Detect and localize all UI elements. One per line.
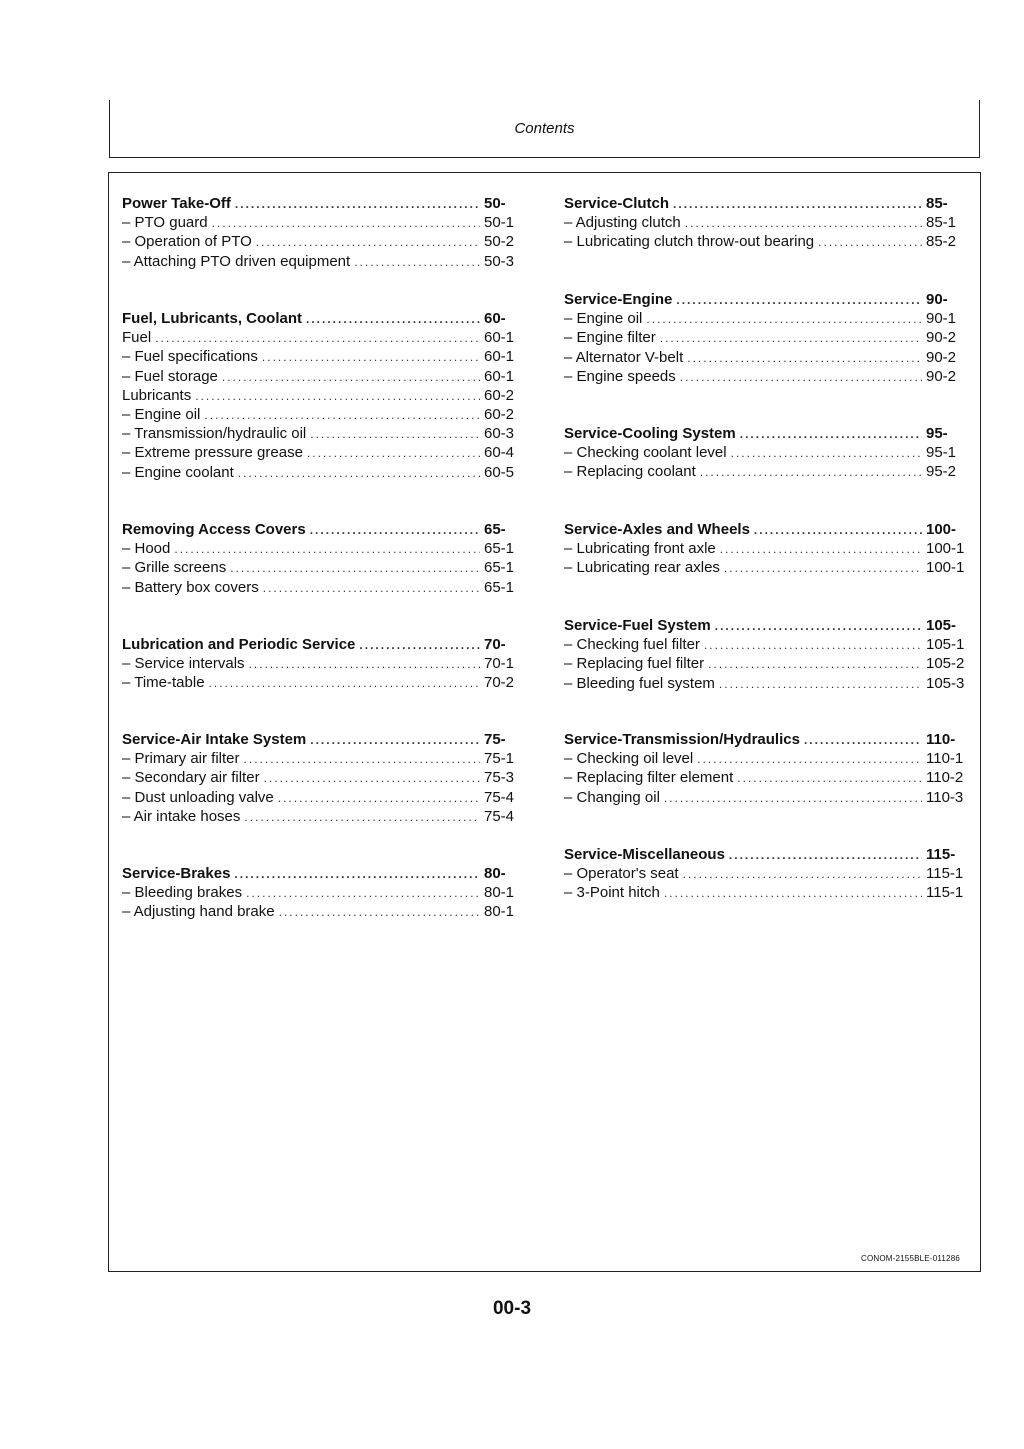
toc-section-heading[interactable] [564, 616, 972, 635]
entry-label: – Transmission/hydraulic oil [122, 425, 307, 443]
dot-leader [249, 655, 480, 674]
entry-page: 85-1 [926, 214, 957, 232]
dot-leader [354, 253, 480, 272]
dot-leader [234, 865, 480, 884]
entry-page: 90-2 [926, 348, 957, 366]
toc-section-heading[interactable] [122, 309, 530, 328]
entry-label: – Operator's seat [564, 865, 679, 883]
dot-leader [818, 233, 922, 252]
entry-page: 60-3 [484, 425, 515, 443]
toc-entry[interactable] [122, 367, 530, 386]
dot-leader [230, 559, 480, 578]
dot-leader [697, 750, 922, 769]
toc-section-heading[interactable] [122, 520, 530, 539]
entry-label: – Adjusting hand brake [122, 903, 275, 921]
dot-leader [174, 540, 480, 559]
entry-page: 110-2 [926, 769, 964, 787]
entry-label: – Adjusting clutch [564, 214, 681, 232]
section-title: Service-Cooling System [564, 425, 736, 442]
dot-leader [715, 617, 922, 636]
dot-leader [646, 310, 922, 329]
dot-leader [244, 808, 480, 827]
toc-entry[interactable] [122, 558, 530, 577]
toc-entry[interactable] [564, 309, 972, 328]
dot-leader [685, 214, 922, 233]
entry-page: 100-1 [926, 540, 965, 558]
entry-page: 105-2 [926, 655, 965, 673]
entry-label: – Bleeding brakes [122, 884, 243, 902]
dot-leader [359, 636, 480, 655]
entry-page: 90-1 [926, 310, 957, 328]
dot-leader [729, 846, 922, 865]
entry-page: 100-1 [926, 559, 965, 577]
entry-page: 75-1 [484, 750, 515, 768]
entry-label: – Fuel storage [122, 367, 218, 385]
dot-leader [754, 521, 922, 540]
toc-section [564, 520, 972, 578]
dot-leader [306, 310, 480, 329]
toc-entry[interactable] [122, 768, 530, 787]
toc-section-heading[interactable] [122, 864, 530, 883]
dot-leader [310, 521, 480, 540]
page-title: Contents [514, 120, 575, 137]
section-page: 75- [484, 731, 506, 748]
entry-label: – Checking oil level [564, 750, 694, 768]
toc-section [564, 730, 972, 807]
entry-page: 50-1 [484, 214, 515, 232]
toc-entry[interactable] [564, 749, 972, 768]
dot-leader [737, 769, 922, 788]
toc-entry[interactable] [564, 462, 972, 481]
toc-entry[interactable] [564, 367, 972, 386]
dot-leader [155, 329, 480, 348]
dot-leader [279, 903, 480, 922]
entry-label: – Engine coolant [122, 463, 234, 481]
toc-entry[interactable] [122, 252, 530, 271]
toc-section [122, 194, 530, 271]
section-title: Power Take-Off [122, 195, 231, 212]
dot-leader [263, 579, 480, 598]
entry-page: 110-1 [926, 750, 964, 768]
dot-leader [683, 865, 922, 884]
entry-page: 50-3 [484, 252, 515, 270]
dot-leader [804, 731, 922, 750]
section-title: Service-Clutch [564, 195, 670, 212]
toc-section-heading[interactable] [564, 290, 972, 309]
dot-leader [256, 233, 480, 252]
entry-label: – Replacing filter element [564, 769, 734, 787]
entry-page: 65-1 [484, 559, 515, 577]
toc-entry[interactable] [122, 232, 530, 251]
entry-label: – Air intake hoses [122, 807, 241, 825]
section-page: 95- [926, 425, 948, 442]
dot-leader [307, 444, 480, 463]
toc-entry[interactable] [122, 807, 530, 826]
entry-page: 110-3 [926, 788, 964, 806]
dot-leader [246, 884, 480, 903]
section-page: 105- [926, 617, 957, 634]
entry-label: – Checking fuel filter [564, 636, 700, 654]
entry-label: – Extreme pressure grease [122, 444, 303, 462]
entry-label: – Attaching PTO driven equipment [122, 252, 351, 270]
toc-entry[interactable] [564, 864, 972, 883]
toc-section [122, 864, 530, 922]
entry-page: 85-2 [926, 233, 957, 251]
toc-section-heading[interactable] [564, 520, 972, 539]
dot-leader [244, 750, 480, 769]
toc-entry[interactable] [564, 788, 972, 807]
toc-section-heading[interactable] [122, 635, 530, 654]
toc-entry[interactable] [122, 654, 530, 673]
entry-page: 60-2 [484, 405, 515, 423]
toc-section-heading[interactable] [122, 730, 530, 749]
toc-section [564, 424, 972, 482]
section-page: 70- [484, 636, 506, 653]
dot-leader [676, 291, 922, 310]
toc-section-heading[interactable] [564, 194, 972, 213]
toc-section-heading[interactable] [564, 845, 972, 864]
section-title: Service-Miscellaneous [564, 846, 725, 863]
dot-leader [660, 329, 922, 348]
toc-entry[interactable] [564, 558, 972, 577]
toc-section-heading[interactable] [564, 730, 972, 749]
dot-leader [264, 769, 480, 788]
page-number: 00-3 [492, 1298, 532, 1319]
dot-leader [310, 425, 480, 444]
toc-entry[interactable] [564, 328, 972, 347]
entry-page: 75-3 [484, 769, 515, 787]
dot-leader [687, 349, 922, 368]
dot-leader [195, 387, 480, 406]
toc-entry[interactable] [564, 213, 972, 232]
section-page: 85- [926, 195, 948, 212]
toc-entry[interactable] [122, 883, 530, 902]
header-box [109, 100, 980, 158]
toc-entry[interactable] [122, 386, 530, 405]
section-title: Removing Access Covers [122, 521, 306, 538]
toc-entry[interactable] [122, 902, 530, 921]
entry-page: 95-1 [926, 444, 957, 462]
toc-section [122, 309, 530, 482]
entry-page: 70-2 [484, 674, 515, 692]
toc-section [122, 635, 530, 693]
dot-leader [664, 884, 922, 903]
section-page: 60- [484, 310, 506, 327]
section-page: 50- [484, 195, 506, 212]
section-title: Service-Engine [564, 291, 673, 308]
toc-entry[interactable] [564, 443, 972, 462]
toc-entry[interactable] [564, 635, 972, 654]
toc-entry[interactable] [122, 347, 530, 366]
entry-label: – PTO guard [122, 214, 208, 232]
entry-label: – Fuel specifications [122, 348, 258, 366]
dot-leader [235, 195, 480, 214]
dot-leader [720, 540, 922, 559]
toc-section [564, 194, 972, 252]
entry-page: 60-5 [484, 463, 515, 481]
toc-entry[interactable] [122, 578, 530, 597]
section-page: 100- [926, 521, 957, 538]
entry-label: – Operation of PTO [122, 233, 252, 251]
dot-leader [724, 559, 922, 578]
toc-entry[interactable] [564, 674, 972, 693]
entry-page: 90-2 [926, 329, 957, 347]
entry-page: 115-1 [926, 884, 964, 902]
entry-label: – Grille screens [122, 559, 227, 577]
entry-label: – Changing oil [564, 788, 660, 806]
dot-leader [708, 655, 922, 674]
section-title: Fuel, Lubricants, Coolant [122, 310, 303, 327]
dot-leader [209, 674, 480, 693]
entry-label: – Lubricating clutch throw-out bearing [564, 233, 815, 251]
entry-page: 80-1 [484, 903, 515, 921]
entry-label: – Checking coolant level [564, 444, 727, 462]
toc-entry[interactable] [122, 749, 530, 768]
toc-entry[interactable] [564, 768, 972, 787]
entry-label: – Engine oil [564, 310, 643, 328]
entry-label: – Lubricating front axle [564, 540, 716, 558]
dot-leader [740, 425, 922, 444]
dot-leader [262, 348, 480, 367]
toc-entry[interactable] [122, 463, 530, 482]
entry-label: – 3-Point hitch [564, 884, 660, 902]
entry-page: 60-2 [484, 386, 515, 404]
entry-label: – Lubricating rear axles [564, 559, 720, 577]
toc-section [122, 730, 530, 826]
entry-page: 60-4 [484, 444, 515, 462]
entry-page: 60-1 [484, 367, 515, 385]
toc-entry[interactable] [122, 424, 530, 443]
entry-page: 80-1 [484, 884, 515, 902]
section-title: Service-Transmission/Hydraulics [564, 731, 800, 748]
entry-page: 105-1 [926, 636, 965, 654]
dot-leader [278, 789, 480, 808]
entry-page: 95-2 [926, 463, 957, 481]
toc-section-heading[interactable] [122, 194, 530, 213]
section-page: 90- [926, 291, 948, 308]
entry-label: – Bleeding fuel system [564, 674, 715, 692]
toc-section-heading[interactable] [564, 424, 972, 443]
toc-entry[interactable] [122, 328, 530, 347]
entry-label: – Time-table [122, 674, 205, 692]
toc-entry[interactable] [122, 539, 530, 558]
entry-label: – Primary air filter [122, 750, 240, 768]
entry-page: 105-3 [926, 674, 965, 692]
dot-leader [673, 195, 922, 214]
entry-page: 70-1 [484, 655, 515, 673]
entry-label: Lubricants [122, 386, 192, 404]
entry-page: 60-1 [484, 329, 515, 347]
entry-label: – Engine filter [564, 329, 656, 347]
entry-label: – Engine oil [122, 405, 201, 423]
toc-entry[interactable] [564, 348, 972, 367]
entry-page: 65-1 [484, 578, 515, 596]
dot-leader [238, 464, 480, 483]
toc-section [564, 845, 972, 903]
section-title: Service-Air Intake System [122, 731, 307, 748]
entry-label: Fuel [122, 329, 152, 347]
toc-section [564, 616, 972, 693]
entry-page: 65-1 [484, 540, 515, 558]
dot-leader [222, 368, 480, 387]
toc-entry[interactable] [122, 405, 530, 424]
entry-page: 90-2 [926, 367, 957, 385]
toc-section [564, 290, 972, 386]
section-title: Service-Fuel System [564, 617, 711, 634]
entry-label: – Dust unloading valve [122, 788, 274, 806]
section-page: 110- [926, 731, 956, 748]
dot-leader [664, 789, 922, 808]
entry-label: – Engine speeds [564, 367, 676, 385]
toc-entry[interactable] [564, 654, 972, 673]
dot-leader [212, 214, 480, 233]
entry-label: – Service intervals [122, 655, 245, 673]
toc-entry[interactable] [122, 788, 530, 807]
section-title: Service-Brakes [122, 865, 231, 882]
dot-leader [310, 731, 480, 750]
entry-label: – Secondary air filter [122, 769, 260, 787]
toc-entry[interactable] [122, 443, 530, 462]
entry-page: 50-2 [484, 233, 515, 251]
dot-leader [719, 675, 922, 694]
section-title: Service-Axles and Wheels [564, 521, 750, 538]
dot-leader [704, 636, 922, 655]
section-page: 65- [484, 521, 506, 538]
entry-label: – Hood [122, 540, 171, 558]
entry-label: – Replacing coolant [564, 463, 696, 481]
dot-leader [731, 444, 922, 463]
toc-entry[interactable] [564, 539, 972, 558]
toc-entry[interactable] [564, 883, 972, 902]
entry-page: 60-1 [484, 348, 515, 366]
toc-entry[interactable] [122, 213, 530, 232]
entry-page: 75-4 [484, 788, 515, 806]
entry-label: – Battery box covers [122, 578, 259, 596]
section-page: 80- [484, 865, 506, 882]
dot-leader [700, 463, 922, 482]
dot-leader [680, 368, 922, 387]
section-page: 115- [926, 846, 956, 863]
toc-entry[interactable] [564, 232, 972, 251]
entry-page: 115-1 [926, 865, 964, 883]
toc-entry[interactable] [122, 673, 530, 692]
toc-section [122, 520, 530, 597]
document-code: CONOM-2155BLE-011286 [860, 1254, 960, 1263]
entry-page: 75-4 [484, 807, 515, 825]
entry-label: – Alternator V-belt [564, 348, 684, 366]
entry-label: – Replacing fuel filter [564, 655, 705, 673]
dot-leader [204, 406, 480, 425]
section-title: Lubrication and Periodic Service [122, 636, 356, 653]
